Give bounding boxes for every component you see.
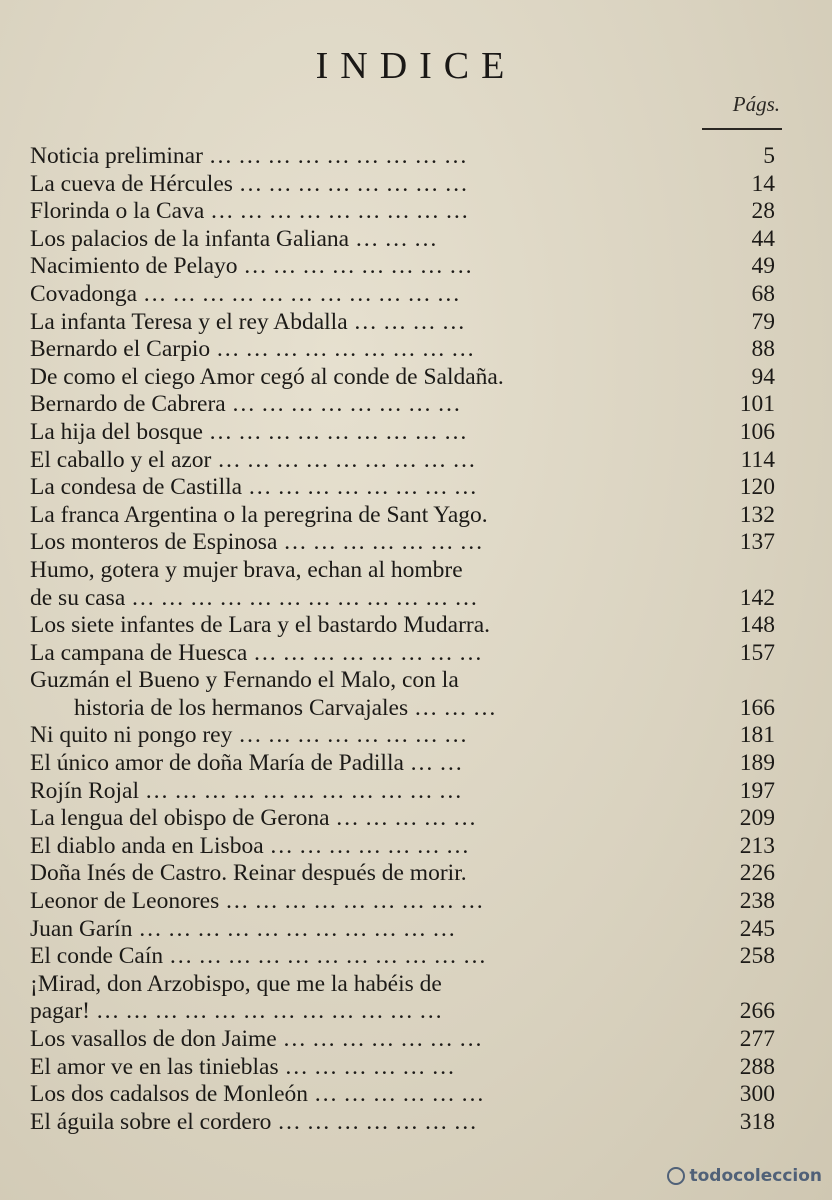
- toc-entry-page: 238: [739, 888, 775, 915]
- toc-entry-page: 166: [739, 694, 775, 721]
- toc-entry-page: 318: [739, 1108, 775, 1135]
- toc-entry: [30, 364, 775, 392]
- toc-entry: [30, 750, 775, 778]
- toc-entry-title: de su casa … … … … … … … … … … … …: [30, 584, 478, 611]
- toc-entry: [30, 198, 775, 226]
- toc-entry: [30, 833, 775, 861]
- toc-entry-title: De como el ciego Amor cegó al conde de Saldaña.: [30, 363, 504, 390]
- toc-entry-title: Los vasallos de don Jaime … … … … … … …: [30, 1026, 483, 1052]
- toc-entry: [30, 253, 775, 281]
- toc-entry: [30, 171, 775, 199]
- toc-entry-page: 277: [739, 1026, 775, 1052]
- toc-entry-title: El águila sobre el cordero … … … … … … …: [30, 1108, 478, 1135]
- toc-entry-title: Bernardo el Carpio … … … … … … … … …: [30, 336, 475, 363]
- toc-entry-title: Humo, gotera y mujer brava, echan al hombre: [30, 556, 463, 583]
- toc-entry-title: ¡Mirad, don Arzobispo, que me la habéis de: [30, 970, 442, 997]
- pages-column-rule: [702, 128, 782, 130]
- toc-entry-title: La condesa de Castilla … … … … … … … …: [30, 474, 478, 501]
- toc-entry: [30, 474, 775, 502]
- toc-entry-page: 88: [751, 336, 775, 363]
- toc-entry-title: Bernardo de Cabrera … … … … … … … …: [30, 391, 461, 418]
- toc-entry: [30, 778, 775, 806]
- toc-entry: [30, 1026, 775, 1054]
- toc-entry-title: La cueva de Hércules … … … … … … … …: [30, 170, 468, 197]
- toc-entry-page: 114: [740, 446, 775, 473]
- toc-entry-title: La lengua del obispo de Gerona … … … … …: [30, 805, 477, 832]
- toc-entry-page: 5: [763, 143, 775, 169]
- toc-entry-page: 94: [751, 363, 775, 390]
- table-of-contents: [30, 143, 775, 1136]
- toc-entry-title: El caballo y el azor … … … … … … … … …: [30, 446, 476, 473]
- toc-entry-title: El conde Caín … … … … … … … … … … …: [30, 943, 487, 970]
- toc-entry: [30, 529, 775, 557]
- toc-entry-page: 28: [751, 198, 775, 225]
- toc-entry: [30, 888, 775, 916]
- toc-entry-title: El diablo anda en Lisboa … … … … … … …: [30, 832, 470, 859]
- toc-entry-title: Rojín Rojal … … … … … … … … … … …: [30, 777, 463, 804]
- toc-entry: [30, 943, 775, 971]
- toc-entry-page: 197: [739, 777, 775, 804]
- toc-entry-title: Noticia preliminar … … … … … … … … …: [30, 143, 468, 169]
- toc-entry: [30, 336, 775, 364]
- toc-entry-page: 189: [739, 750, 775, 777]
- toc-entry-title: Los siete infantes de Lara y el bastardo Mudarra.: [30, 612, 491, 639]
- toc-entry: [30, 226, 775, 254]
- toc-entry: [30, 860, 775, 888]
- toc-entry: [30, 557, 775, 585]
- watermark-logo-icon: [667, 1167, 685, 1185]
- toc-entry: [30, 447, 775, 475]
- toc-entry-page: 14: [751, 170, 775, 197]
- toc-entry-title: La franca Argentina o la peregrina de Sant Yago.: [30, 501, 488, 528]
- toc-entry-title: Leonor de Leonores … … … … … … … … …: [30, 888, 484, 915]
- toc-entry-page: 148: [739, 612, 775, 639]
- toc-entry-page: 288: [739, 1053, 775, 1080]
- toc-entry-title: pagar! … … … … … … … … … … … …: [30, 998, 443, 1025]
- toc-entry-title: Los palacios de la infanta Galiana … … …: [30, 225, 438, 252]
- toc-entry-page: 132: [739, 501, 775, 528]
- toc-entry: [30, 1054, 775, 1082]
- toc-entry: [30, 640, 775, 668]
- toc-entry-title: Juan Garín … … … … … … … … … … …: [30, 915, 456, 942]
- toc-entry-title: Doña Inés de Castro. Reinar después de morir.: [30, 860, 467, 887]
- toc-entry-title: Covadonga … … … … … … … … … … …: [30, 280, 461, 307]
- toc-entry-title: La hija del bosque … … … … … … … … …: [30, 418, 468, 445]
- toc-entry-title: Nacimiento de Pelayo … … … … … … … …: [30, 253, 473, 280]
- toc-entry: [30, 281, 775, 309]
- toc-entry: [30, 722, 775, 750]
- page-title: INDICE: [315, 45, 517, 87]
- toc-entry-page: 266: [739, 998, 775, 1025]
- toc-entry: [30, 916, 775, 944]
- toc-entry-page: 137: [739, 529, 775, 556]
- toc-entry-page: 226: [739, 860, 775, 887]
- toc-entry: [30, 667, 775, 695]
- toc-entry-title: Los dos cadalsos de Monleón … … … … … …: [30, 1081, 485, 1108]
- toc-entry-title: El único amor de doña María de Padilla … …: [30, 750, 463, 777]
- toc-entry: [30, 143, 775, 171]
- toc-entry-title: El amor ve en las tinieblas … … … … … …: [30, 1053, 455, 1080]
- toc-entry: [30, 419, 775, 447]
- toc-entry: [30, 998, 775, 1026]
- toc-entry-page: 68: [751, 280, 775, 307]
- watermark-text: todocoleccion: [689, 1166, 822, 1186]
- toc-entry-page: 120: [739, 474, 775, 501]
- toc-entry: [30, 805, 775, 833]
- toc-entry-page: 181: [739, 722, 775, 749]
- toc-entry-page: 49: [751, 253, 775, 280]
- toc-entry-page: 79: [751, 308, 775, 335]
- toc-entry-title: historia de los hermanos Carvajales … … …: [74, 694, 497, 721]
- toc-entry-page: 106: [739, 418, 775, 445]
- toc-entry-page: 157: [739, 639, 775, 666]
- toc-entry-title: Los monteros de Espinosa … … … … … … …: [30, 529, 483, 556]
- toc-entry-title: Guzmán el Bueno y Fernando el Malo, con la: [30, 667, 459, 694]
- toc-entry-page: 245: [739, 915, 775, 942]
- toc-entry: [30, 391, 775, 419]
- toc-entry-title: Ni quito ni pongo rey … … … … … … … …: [30, 722, 468, 749]
- toc-entry: [30, 1081, 775, 1109]
- toc-entry-page: 44: [751, 225, 775, 252]
- toc-entry-page: 209: [739, 805, 775, 832]
- pages-column-label: Págs.: [732, 92, 780, 116]
- toc-entry: [30, 502, 775, 530]
- toc-entry: [30, 612, 775, 640]
- toc-entry-title: Florinda o la Cava … … … … … … … … …: [30, 198, 469, 225]
- toc-entry-page: 300: [739, 1081, 775, 1108]
- toc-entry: [30, 585, 775, 613]
- toc-entry: [30, 695, 775, 723]
- toc-entry: [30, 971, 775, 999]
- toc-entry-page: 142: [739, 584, 775, 611]
- toc-entry-page: 101: [739, 391, 775, 418]
- watermark: [667, 1166, 822, 1186]
- toc-entry-page: 258: [739, 943, 775, 970]
- toc-entry: [30, 309, 775, 337]
- toc-entry-title: La infanta Teresa y el rey Abdalla … … … …: [30, 308, 466, 335]
- toc-entry-title: La campana de Huesca … … … … … … … …: [30, 639, 483, 666]
- toc-entry-page: 213: [739, 832, 775, 859]
- toc-entry: [30, 1109, 775, 1137]
